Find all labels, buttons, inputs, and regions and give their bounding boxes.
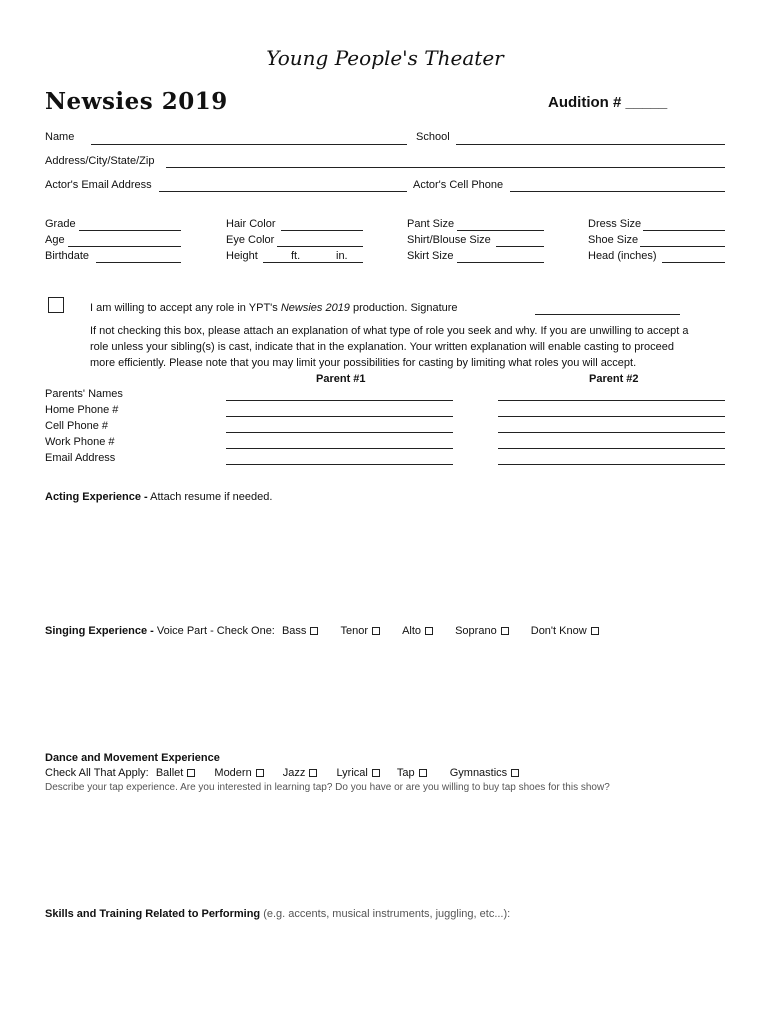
address-field[interactable] [166,167,725,168]
height-field[interactable] [263,262,363,263]
singing-experience-area[interactable] [45,645,725,745]
modern-checkbox[interactable] [256,769,264,777]
ballet-option[interactable]: Ballet [156,767,196,779]
work-phone-label: Work Phone # [45,436,115,448]
dance-experience-area[interactable] [45,800,725,900]
email-address-label: Email Address [45,452,116,464]
tap-option[interactable]: Tap [397,767,427,779]
jazz-checkbox[interactable] [309,769,317,777]
pant-size-field[interactable] [457,230,544,231]
actor-cell-label: Actor's Cell Phone [413,179,504,191]
skills-training-label: Skills and Training Related to Performing (e.g. accents, musical instruments, juggling, etc...): [45,908,511,920]
hair-color-label: Hair Color [226,218,276,230]
signature-field[interactable] [535,314,680,315]
parent-1-heading: Parent #1 [316,373,366,385]
dont-know-checkbox[interactable] [591,627,599,635]
gymnastics-option[interactable]: Gymnastics [450,767,519,779]
actor-cell-field[interactable] [510,191,725,192]
tap-experience-prompt: Describe your tap experience. Are you interested in learning tap? Do you have or are you willing to buy tap shoes for this show? [45,782,610,793]
tenor-checkbox[interactable] [372,627,380,635]
cell-phone-label: Cell Phone # [45,420,108,432]
skirt-size-field[interactable] [457,262,544,263]
soprano-option[interactable]: Soprano [455,625,509,637]
grade-label: Grade [45,218,76,230]
parent-1-cell-phone-field[interactable] [226,432,453,433]
soprano-checkbox[interactable] [501,627,509,635]
parent-2-name-field[interactable] [498,400,725,401]
birthdate-label: Birthdate [45,250,90,262]
dress-size-label: Dress Size [588,218,642,230]
head-size-label: Head (inches) [588,250,657,262]
ballet-checkbox[interactable] [187,769,195,777]
tenor-option[interactable]: Tenor [340,625,380,637]
shirt-size-field[interactable] [496,246,544,247]
pant-size-label: Pant Size [407,218,455,230]
parent-2-email-field[interactable] [498,464,725,465]
skills-training-area[interactable] [45,925,725,1015]
parent-2-work-phone-field[interactable] [498,448,725,449]
gymnastics-checkbox[interactable] [511,769,519,777]
audition-number-label: Audition # _____ [548,94,668,111]
eye-color-field[interactable] [277,246,363,247]
dress-size-field[interactable] [643,230,725,231]
parent-1-work-phone-field[interactable] [226,448,453,449]
parent-2-home-phone-field[interactable] [498,416,725,417]
parent-2-cell-phone-field[interactable] [498,432,725,433]
tap-checkbox[interactable] [419,769,427,777]
dance-experience-heading: Dance and Movement Experience [45,752,220,764]
singing-experience-heading: Singing Experience - [45,625,154,637]
organization-name: Young People's Theater [266,46,504,70]
lyrical-checkbox[interactable] [372,769,380,777]
alto-option[interactable]: Alto [402,625,433,637]
bass-option[interactable]: Bass [282,625,318,637]
shirt-size-label: Shirt/Blouse Size [407,234,491,246]
acting-experience-label: Acting Experience - Attach resume if needed. [45,491,273,503]
address-label: Address/City/State/Zip [45,155,155,167]
bass-checkbox[interactable] [310,627,318,635]
parent-1-name-field[interactable] [226,400,453,401]
grade-field[interactable] [79,230,181,231]
home-phone-label: Home Phone # [45,404,119,416]
eye-color-label: Eye Color [226,234,275,246]
height-label: Height [226,250,258,262]
dance-prompt: Check All That Apply: [45,767,149,779]
parent-1-home-phone-field[interactable] [226,416,453,417]
name-label: Name [45,131,75,143]
lyrical-option[interactable]: Lyrical [336,767,379,779]
accept-any-role-label: I am willing to accept any role in YPT's Newsies 2019 production. Signature [90,302,458,314]
explanation-line-3: more efficiently. Please note that you may limit your possibilities for casting by limiting what roles you will accept. [90,357,637,369]
parent-1-email-field[interactable] [226,464,453,465]
birthdate-field[interactable] [96,262,181,263]
dont-know-option[interactable]: Don't Know [531,625,599,637]
actor-email-field[interactable] [159,191,407,192]
voice-part-prompt: Voice Part - Check One: [153,625,275,637]
height-inches-unit: in. [336,250,348,262]
explanation-line-1: If not checking this box, please attach an explanation of what type of role you seek and why. If you are unwilling to accept a [90,325,689,337]
hair-color-field[interactable] [281,230,363,231]
school-field[interactable] [456,144,725,145]
height-feet-unit: ft. [291,250,301,262]
age-label: Age [45,234,65,246]
explanation-line-2: role unless your sibling(s) is cast, indicate that in the explanation. Your written explanation will enable casting to proceed [90,341,674,353]
modern-option[interactable]: Modern [214,767,263,779]
head-size-field[interactable] [662,262,725,263]
skirt-size-label: Skirt Size [407,250,454,262]
jazz-option[interactable]: Jazz [283,767,318,779]
singing-experience-row [45,625,599,637]
name-field[interactable] [91,144,407,145]
actor-email-label: Actor's Email Address [45,179,152,191]
alto-checkbox[interactable] [425,627,433,635]
school-label: School [416,131,450,143]
dance-options-row [45,767,519,779]
acting-experience-area[interactable] [45,510,725,615]
page-title: Newsies 2019 [45,88,228,115]
parent-2-heading: Parent #2 [589,373,639,385]
age-field[interactable] [68,246,181,247]
shoe-size-field[interactable] [640,246,725,247]
shoe-size-label: Shoe Size [588,234,639,246]
parents-names-label: Parents' Names [45,388,123,400]
accept-any-role-checkbox[interactable] [48,297,64,313]
